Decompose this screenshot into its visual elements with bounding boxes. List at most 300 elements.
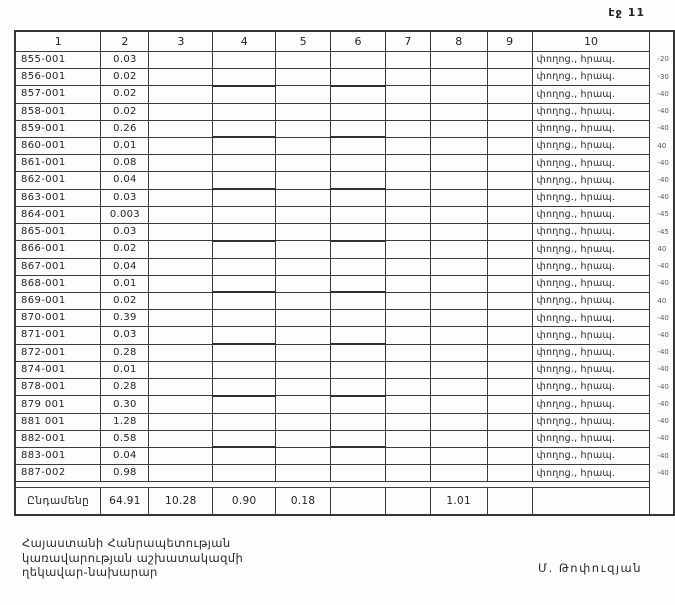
empty-cell <box>331 292 386 309</box>
empty-cell <box>331 413 386 430</box>
empty-cell <box>331 120 386 137</box>
value-cell: 0.30 <box>101 396 149 413</box>
empty-cell <box>487 241 532 258</box>
table-row <box>15 241 674 258</box>
empty-cell <box>430 137 487 154</box>
table-row <box>15 447 674 464</box>
empty-cell <box>430 223 487 240</box>
empty-cell <box>331 396 386 413</box>
empty-cell <box>487 327 532 344</box>
empty-cell <box>213 86 276 103</box>
empty-cell <box>385 172 430 189</box>
note-cell: փողոց., հրապ. <box>532 223 650 240</box>
value-cell: 0.03 <box>101 189 149 206</box>
empty-cell <box>385 120 430 137</box>
empty-cell <box>149 447 213 464</box>
empty-cell <box>487 362 532 379</box>
empty-cell <box>385 52 430 69</box>
empty-cell <box>331 327 386 344</box>
value-cell: 0.04 <box>101 447 149 464</box>
empty-cell <box>385 344 430 361</box>
empty-cell <box>385 189 430 206</box>
col-header-7: 7 <box>385 31 430 52</box>
empty-cell <box>331 189 386 206</box>
empty-cell <box>487 155 532 172</box>
value-cell: 1.28 <box>101 413 149 430</box>
empty-cell <box>385 413 430 430</box>
value-cell: 0.26 <box>101 120 149 137</box>
empty-cell <box>430 241 487 258</box>
empty-cell <box>149 362 213 379</box>
object-code-cell: 862-001 <box>15 172 101 189</box>
col-header-8: 8 <box>430 31 487 52</box>
empty-cell <box>430 189 487 206</box>
empty-cell <box>149 223 213 240</box>
signatory-title-line: կառավարության աշխատակազմի <box>22 550 244 565</box>
object-code-cell: 856-001 <box>15 68 101 85</box>
empty-cell <box>385 155 430 172</box>
empty-cell <box>487 292 532 309</box>
empty-cell <box>430 430 487 447</box>
totals-value-cell: 0.18 <box>276 488 331 516</box>
note-cell: փողոց., հրապ. <box>532 137 650 154</box>
empty-cell <box>276 413 331 430</box>
note-cell: փողոց., հրապ. <box>532 52 650 69</box>
table-row <box>15 207 674 224</box>
object-code-cell: 857-001 <box>15 86 101 103</box>
empty-cell <box>149 275 213 292</box>
object-code-cell: 878-001 <box>15 378 101 395</box>
empty-cell <box>331 68 386 85</box>
margin-mark: -40 <box>657 175 669 184</box>
empty-cell <box>385 430 430 447</box>
signatory-title-block <box>22 536 243 580</box>
empty-cell <box>149 310 213 327</box>
empty-cell <box>276 275 331 292</box>
note-cell: փողոց., հրապ. <box>532 378 650 395</box>
empty-cell <box>213 155 276 172</box>
object-code-cell: 872-001 <box>15 344 101 361</box>
empty-cell <box>149 258 213 275</box>
empty-cell <box>149 292 213 309</box>
margin-mark: -40 <box>657 400 669 408</box>
empty-cell <box>149 86 213 103</box>
empty-cell <box>331 447 386 464</box>
empty-cell <box>430 103 487 120</box>
value-cell: 0.03 <box>101 52 149 69</box>
empty-cell <box>487 378 532 395</box>
empty-cell <box>213 465 276 482</box>
margin-mark: -30 <box>657 72 669 81</box>
margin-mark: -20 <box>657 55 669 64</box>
table-row <box>15 362 674 379</box>
empty-cell <box>430 52 487 69</box>
empty-cell <box>149 378 213 395</box>
col-header-3: 3 <box>149 31 213 52</box>
empty-cell <box>487 137 532 154</box>
empty-cell <box>331 362 386 379</box>
object-code-cell: 882-001 <box>15 430 101 447</box>
table-row <box>15 223 674 240</box>
object-code-cell: 864-001 <box>15 207 101 224</box>
value-cell: 0.02 <box>101 241 149 258</box>
totals-row <box>15 488 674 516</box>
empty-cell <box>430 447 487 464</box>
empty-cell <box>149 189 213 206</box>
margin-mark: 40 <box>657 296 667 305</box>
empty-cell <box>430 207 487 224</box>
note-cell: փողոց., հրապ. <box>532 103 650 120</box>
empty-cell <box>213 344 276 361</box>
empty-cell <box>331 378 386 395</box>
note-cell: փողոց., հրապ. <box>532 310 650 327</box>
margin-mark: -40 <box>657 193 669 202</box>
totals-value-cell <box>487 488 532 516</box>
table-row <box>15 292 674 309</box>
note-cell: փողոց., հրապ. <box>532 155 650 172</box>
table-row <box>15 430 674 447</box>
margin-mark: -40 <box>657 451 669 460</box>
empty-cell <box>213 68 276 85</box>
empty-cell <box>276 189 331 206</box>
margin-mark: -40 <box>657 107 669 116</box>
table-row <box>15 258 674 275</box>
value-cell: 0.02 <box>101 68 149 85</box>
empty-cell <box>385 378 430 395</box>
col-header-10: 10 <box>532 31 650 52</box>
empty-cell <box>487 223 532 240</box>
object-code-cell: 883-001 <box>15 447 101 464</box>
empty-cell <box>331 258 386 275</box>
empty-cell <box>430 465 487 482</box>
empty-cell <box>276 310 331 327</box>
object-code-cell: 881 001 <box>15 413 101 430</box>
totals-value-cell: 64.91 <box>101 488 149 516</box>
margin-mark: -40 <box>657 158 669 167</box>
empty-cell <box>149 155 213 172</box>
empty-cell <box>385 327 430 344</box>
value-cell: 0.58 <box>101 430 149 447</box>
empty-cell <box>487 447 532 464</box>
table-row <box>15 413 674 430</box>
empty-cell <box>331 465 386 482</box>
empty-cell <box>276 68 331 85</box>
value-cell: 0.01 <box>101 362 149 379</box>
value-cell: 0.39 <box>101 310 149 327</box>
margin-mark: -40 <box>657 262 669 271</box>
empty-cell <box>149 68 213 85</box>
empty-cell <box>331 241 386 258</box>
empty-cell <box>276 241 331 258</box>
empty-cell <box>487 465 532 482</box>
empty-cell <box>276 137 331 154</box>
note-cell: փողոց., հրապ. <box>532 396 650 413</box>
empty-cell <box>430 362 487 379</box>
empty-cell <box>487 396 532 413</box>
empty-cell <box>331 207 386 224</box>
empty-cell <box>430 120 487 137</box>
note-cell: փողոց., հրապ. <box>532 292 650 309</box>
empty-cell <box>149 52 213 69</box>
empty-cell <box>276 223 331 240</box>
empty-cell <box>149 207 213 224</box>
value-cell: 0.28 <box>101 344 149 361</box>
object-code-cell: 855-001 <box>15 52 101 69</box>
totals-value-cell <box>385 488 430 516</box>
table-body <box>15 52 674 516</box>
empty-cell <box>430 344 487 361</box>
table-row <box>15 396 674 413</box>
empty-cell <box>487 68 532 85</box>
object-code-cell: 868-001 <box>15 275 101 292</box>
totals-value-cell <box>331 488 386 516</box>
empty-cell <box>331 103 386 120</box>
table-row <box>15 52 674 69</box>
table-row <box>15 344 674 361</box>
empty-cell <box>213 292 276 309</box>
empty-cell <box>276 258 331 275</box>
empty-cell <box>430 172 487 189</box>
empty-cell <box>213 327 276 344</box>
empty-cell <box>487 189 532 206</box>
note-cell: փողոց., հրապ. <box>532 275 650 292</box>
empty-cell <box>331 155 386 172</box>
empty-cell <box>213 378 276 395</box>
empty-cell <box>385 310 430 327</box>
empty-cell <box>213 362 276 379</box>
empty-cell <box>213 241 276 258</box>
value-cell: 0.04 <box>101 172 149 189</box>
empty-cell <box>430 275 487 292</box>
empty-cell <box>213 258 276 275</box>
empty-cell <box>385 241 430 258</box>
note-cell: փողոց., հրապ. <box>532 207 650 224</box>
margin-mark: -40 <box>657 417 669 426</box>
object-code-cell: 874-001 <box>15 362 101 379</box>
table-row <box>15 172 674 189</box>
empty-cell <box>487 86 532 103</box>
empty-cell <box>385 258 430 275</box>
empty-cell <box>276 465 331 482</box>
empty-cell <box>385 292 430 309</box>
table-row <box>15 103 674 120</box>
data-table <box>14 30 675 516</box>
value-cell: 0.02 <box>101 86 149 103</box>
empty-cell <box>430 327 487 344</box>
object-code-cell: 865-001 <box>15 223 101 240</box>
empty-cell <box>385 207 430 224</box>
table-row <box>15 465 674 482</box>
empty-cell <box>276 447 331 464</box>
value-cell: 0.04 <box>101 258 149 275</box>
empty-cell <box>385 362 430 379</box>
empty-cell <box>276 207 331 224</box>
table-row <box>15 189 674 206</box>
empty-cell <box>276 52 331 69</box>
empty-cell <box>276 344 331 361</box>
note-cell: փողոց., հրապ. <box>532 258 650 275</box>
empty-cell <box>213 120 276 137</box>
empty-cell <box>487 310 532 327</box>
margin-mark: -45 <box>657 227 669 236</box>
empty-cell <box>385 103 430 120</box>
note-cell: փողոց., հրապ. <box>532 241 650 258</box>
empty-cell <box>430 396 487 413</box>
object-code-cell: 871-001 <box>15 327 101 344</box>
margin-mark: -40 <box>657 434 669 443</box>
note-cell: փողոց., հրապ. <box>532 447 650 464</box>
object-code-cell: 858-001 <box>15 103 101 120</box>
table-row <box>15 86 674 103</box>
margin-mark <box>650 488 674 516</box>
empty-cell <box>385 447 430 464</box>
note-cell: փողոց., հրապ. <box>532 120 650 137</box>
empty-cell <box>430 86 487 103</box>
empty-cell <box>331 137 386 154</box>
empty-cell <box>331 344 386 361</box>
object-code-cell: 860-001 <box>15 137 101 154</box>
margin-mark: -40 <box>657 382 669 391</box>
note-cell: փողոց., հրապ. <box>532 362 650 379</box>
object-code-cell: 859-001 <box>15 120 101 137</box>
empty-cell <box>385 465 430 482</box>
empty-cell <box>385 223 430 240</box>
margin-mark: 40 <box>657 141 667 150</box>
object-code-cell: 869-001 <box>15 292 101 309</box>
object-code-cell: 870-001 <box>15 310 101 327</box>
value-cell: 0.03 <box>101 327 149 344</box>
empty-cell <box>213 430 276 447</box>
col-header-6: 6 <box>331 31 386 52</box>
signatory-title-line: Հայաստանի Հանրապետության <box>22 536 231 550</box>
empty-cell <box>149 120 213 137</box>
object-code-cell: 863-001 <box>15 189 101 206</box>
empty-cell <box>430 378 487 395</box>
totals-label-cell: Ընդամենը <box>15 488 101 516</box>
empty-cell <box>487 275 532 292</box>
empty-cell <box>487 52 532 69</box>
value-cell: 0.01 <box>101 137 149 154</box>
empty-cell <box>149 344 213 361</box>
empty-cell <box>213 223 276 240</box>
empty-cell <box>430 155 487 172</box>
note-cell: փողոց., հրապ. <box>532 430 650 447</box>
table-row <box>15 378 674 395</box>
empty-cell <box>331 172 386 189</box>
totals-value-cell <box>532 488 650 516</box>
empty-cell <box>276 120 331 137</box>
empty-cell <box>487 120 532 137</box>
value-cell: 0.98 <box>101 465 149 482</box>
empty-cell <box>385 275 430 292</box>
empty-cell <box>149 172 213 189</box>
col-header-1: 1 <box>15 31 101 52</box>
totals-value-cell: 10.28 <box>149 488 213 516</box>
margin-mark <box>650 31 674 52</box>
table-row <box>15 137 674 154</box>
value-cell: 0.02 <box>101 292 149 309</box>
margin-mark: 40 <box>657 244 667 253</box>
col-header-4: 4 <box>213 31 276 52</box>
note-cell: փողոց., հրապ. <box>532 465 650 482</box>
empty-cell <box>331 275 386 292</box>
margin-mark: -40 <box>657 468 669 477</box>
value-cell: 0.03 <box>101 223 149 240</box>
empty-cell <box>213 172 276 189</box>
empty-cell <box>276 362 331 379</box>
empty-cell <box>276 430 331 447</box>
totals-value-cell: 0.90 <box>213 488 276 516</box>
empty-cell <box>331 430 386 447</box>
margin-mark: -45 <box>657 210 669 219</box>
value-cell: 0.02 <box>101 103 149 120</box>
empty-cell <box>213 396 276 413</box>
table-row <box>15 275 674 292</box>
empty-cell <box>149 413 213 430</box>
empty-cell <box>385 86 430 103</box>
note-cell: փողոց., հրապ. <box>532 172 650 189</box>
empty-cell <box>213 137 276 154</box>
empty-cell <box>331 310 386 327</box>
note-cell: փողոց., հրապ. <box>532 68 650 85</box>
margin-mark: -40 <box>657 124 669 133</box>
empty-cell <box>276 155 331 172</box>
empty-cell <box>430 258 487 275</box>
empty-cell <box>430 310 487 327</box>
empty-cell <box>213 207 276 224</box>
table-row <box>15 155 674 172</box>
value-cell: 0.08 <box>101 155 149 172</box>
empty-cell <box>276 327 331 344</box>
table-header <box>15 31 674 52</box>
empty-cell <box>213 310 276 327</box>
empty-cell <box>331 86 386 103</box>
note-cell: փողոց., հրապ. <box>532 327 650 344</box>
empty-cell <box>487 413 532 430</box>
note-cell: փողոց., հրապ. <box>532 413 650 430</box>
totals-value-cell: 1.01 <box>430 488 487 516</box>
empty-cell <box>149 103 213 120</box>
object-code-cell: 879 001 <box>15 396 101 413</box>
col-header-2: 2 <box>101 31 149 52</box>
signature-name: Մ. Թոփուզյան <box>538 561 642 575</box>
empty-cell <box>430 292 487 309</box>
empty-cell <box>213 413 276 430</box>
note-cell: փողոց., հրապ. <box>532 86 650 103</box>
empty-cell <box>276 86 331 103</box>
col-header-5: 5 <box>276 31 331 52</box>
empty-cell <box>213 275 276 292</box>
empty-cell <box>276 396 331 413</box>
col-header-9: 9 <box>487 31 532 52</box>
empty-cell <box>487 103 532 120</box>
signatory-title-line: ղեկավար-նախարար <box>22 565 158 579</box>
object-code-cell: 861-001 <box>15 155 101 172</box>
empty-cell <box>276 172 331 189</box>
value-cell: 0.28 <box>101 378 149 395</box>
empty-cell <box>149 465 213 482</box>
object-code-cell: 866-001 <box>15 241 101 258</box>
empty-cell <box>276 292 331 309</box>
empty-cell <box>487 207 532 224</box>
empty-cell <box>213 189 276 206</box>
empty-cell <box>331 223 386 240</box>
page-number: էջ 11 <box>608 6 645 19</box>
margin-mark: -40 <box>657 348 669 357</box>
empty-cell <box>385 137 430 154</box>
margin-mark: -40 <box>657 313 669 322</box>
empty-cell <box>430 68 487 85</box>
